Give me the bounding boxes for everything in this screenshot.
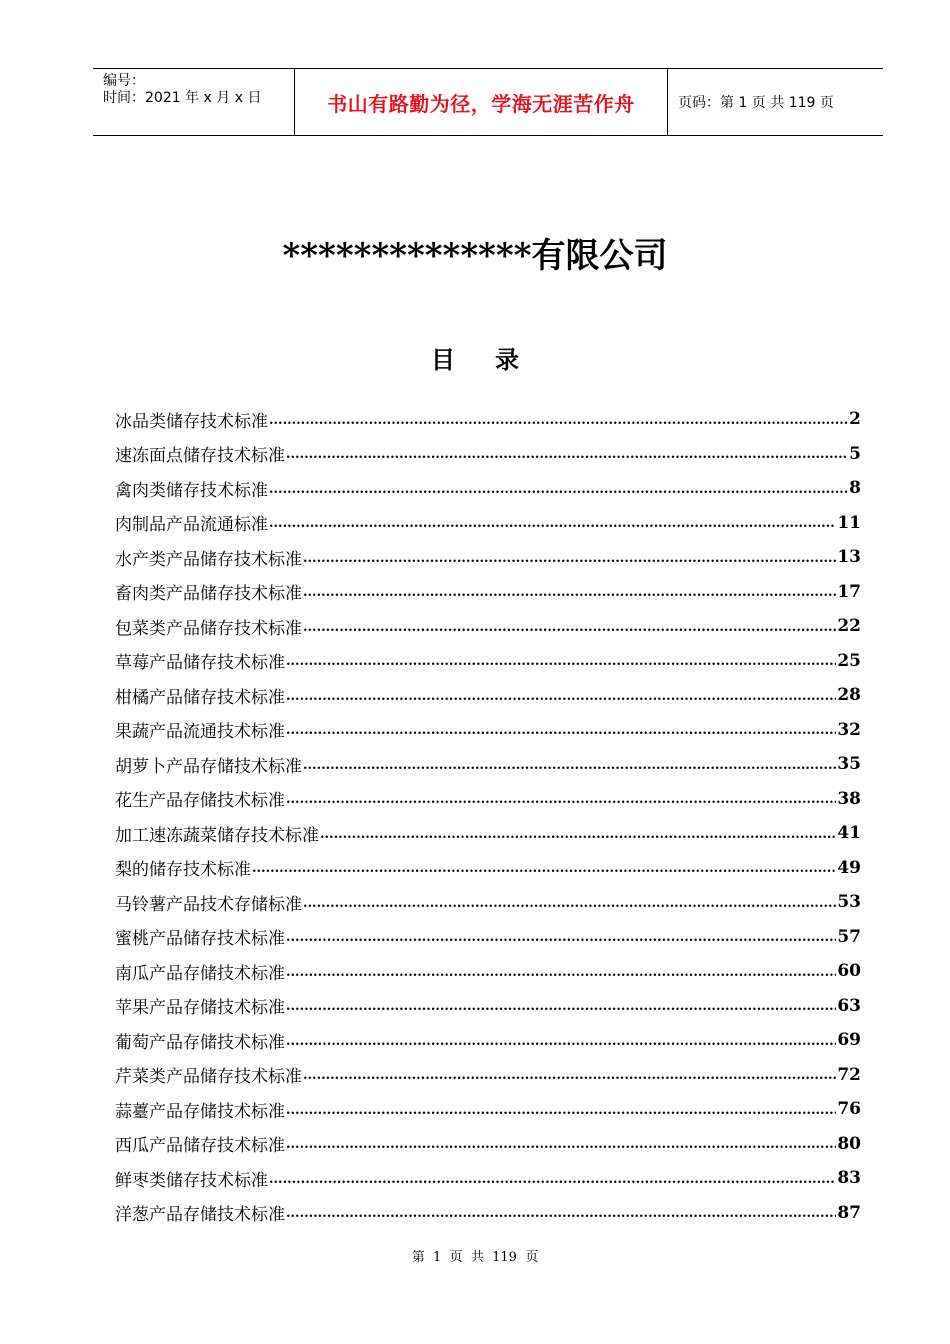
- toc-entry-page[interactable]: 22: [837, 616, 861, 637]
- toc-entry[interactable]: [115, 920, 861, 955]
- toc-entry-page[interactable]: 8: [849, 478, 861, 499]
- toc-entry-page[interactable]: 83: [837, 1168, 861, 1189]
- header-motto: 书山有路勤为径，学海无涯苦作舟: [295, 69, 668, 135]
- toc-entry-label[interactable]: 果蔬产品流通技术标准: [115, 722, 285, 743]
- toc-entry-label[interactable]: 禽肉类储存技术标准: [115, 480, 268, 501]
- toc-entry-label[interactable]: 芹菜类产品储存技术标准: [115, 1067, 302, 1088]
- toc-entry-label[interactable]: 速冻面点储存技术标准: [115, 446, 285, 467]
- toc-entry-page[interactable]: 32: [837, 719, 861, 740]
- toc-entry-page[interactable]: 38: [837, 788, 861, 809]
- toc-leader-dots: [286, 1204, 836, 1230]
- toc-entry[interactable]: [115, 851, 861, 886]
- toc-entry-label[interactable]: 南瓜产品存储技术标准: [115, 963, 285, 984]
- toc-entry[interactable]: [115, 713, 861, 748]
- toc-entry-page[interactable]: 13: [837, 547, 861, 568]
- header-meta: [93, 69, 295, 135]
- toc-entry[interactable]: [115, 782, 861, 817]
- toc-leader-dots: [303, 583, 836, 609]
- toc-entry-page[interactable]: 28: [837, 685, 861, 706]
- toc-entry-page[interactable]: 5: [849, 443, 861, 464]
- time-label: 时间：2021 年 x 月 x 日: [103, 90, 262, 106]
- toc-entry-label[interactable]: 畜肉类产品储存技术标准: [115, 584, 302, 605]
- toc-entry[interactable]: [115, 1127, 861, 1162]
- toc-entry-page[interactable]: 35: [837, 754, 861, 775]
- toc-leader-dots: [303, 618, 836, 644]
- toc-entry-page[interactable]: 53: [837, 892, 861, 913]
- doc-number-label: 编号：: [103, 73, 145, 89]
- toc-entry[interactable]: [115, 1023, 861, 1058]
- toc-entry[interactable]: [115, 506, 861, 541]
- toc-entry[interactable]: [115, 575, 861, 610]
- page-footer: 第 1 页 共 119 页: [411, 1250, 539, 1265]
- toc-entry[interactable]: [115, 678, 861, 713]
- toc-entry-page[interactable]: 25: [837, 650, 861, 671]
- toc-leader-dots: [269, 480, 848, 506]
- toc-leader-dots: [286, 790, 836, 816]
- toc-leader-dots: [286, 963, 836, 989]
- toc-leader-dots: [303, 756, 836, 782]
- toc-entry-label[interactable]: 水产类产品储存技术标准: [115, 549, 302, 570]
- toc-entry[interactable]: [115, 954, 861, 989]
- toc-entry-label[interactable]: 花生产品存储技术标准: [115, 791, 285, 812]
- toc-entry[interactable]: [115, 885, 861, 920]
- toc-leader-dots: [286, 1135, 836, 1161]
- toc-entry[interactable]: [115, 402, 861, 437]
- toc-entry[interactable]: [115, 1161, 861, 1196]
- header-page-info: 页码：第 1 页 共 119 页: [678, 95, 834, 111]
- toc-entry-page[interactable]: 11: [837, 512, 861, 533]
- toc-entry-label[interactable]: 草莓产品储存技术标准: [115, 653, 285, 674]
- toc-entry[interactable]: [115, 1058, 861, 1093]
- toc-entry-page[interactable]: 76: [837, 1099, 861, 1120]
- toc-entry-page[interactable]: 41: [837, 823, 861, 844]
- toc-leader-dots: [269, 1170, 836, 1196]
- toc-entry[interactable]: [115, 1092, 861, 1127]
- toc-entry[interactable]: [115, 437, 861, 472]
- toc-entry[interactable]: [115, 747, 861, 782]
- toc-leader-dots: [269, 514, 836, 540]
- toc-leader-dots: [303, 1066, 836, 1092]
- toc-entry-label[interactable]: 洋葱产品存储技术标准: [115, 1205, 285, 1226]
- toc-leader-dots: [320, 825, 836, 851]
- toc-entry-label[interactable]: 蜜桃产品储存技术标准: [115, 929, 285, 950]
- toc-entry-page[interactable]: 57: [837, 926, 861, 947]
- toc-title: 目录: [431, 346, 559, 374]
- toc-entry-label[interactable]: 冰品类储存技术标准: [115, 411, 268, 432]
- toc-entry-page[interactable]: 17: [837, 581, 861, 602]
- company-name: **************有限公司: [282, 236, 668, 276]
- toc-leader-dots: [286, 997, 836, 1023]
- toc-entry-label[interactable]: 蒜薹产品存储技术标准: [115, 1101, 285, 1122]
- toc-leader-dots: [303, 549, 836, 575]
- toc-entry[interactable]: [115, 609, 861, 644]
- toc-entry-label[interactable]: 葡萄产品存储技术标准: [115, 1032, 285, 1053]
- toc-entry-page[interactable]: 80: [837, 1133, 861, 1154]
- toc-entry[interactable]: [115, 540, 861, 575]
- toc-leader-dots: [269, 411, 848, 437]
- toc-leader-dots: [286, 687, 836, 713]
- toc-leader-dots: [286, 445, 848, 471]
- toc-entry-label[interactable]: 梨的储存技术标准: [115, 860, 251, 881]
- toc-entry-label[interactable]: 胡萝卜产品存储技术标准: [115, 756, 302, 777]
- toc-entry-label[interactable]: 包菜类产品储存技术标准: [115, 618, 302, 639]
- toc-entry-page[interactable]: 63: [837, 995, 861, 1016]
- toc-entry-label[interactable]: 马铃薯产品技术存储标准: [115, 894, 302, 915]
- toc-leader-dots: [252, 859, 836, 885]
- toc-leader-dots: [286, 652, 836, 678]
- toc-entry-label[interactable]: 西瓜产品储存技术标准: [115, 1136, 285, 1157]
- toc-leader-dots: [286, 1101, 836, 1127]
- toc-entry-page[interactable]: 49: [837, 857, 861, 878]
- toc-entry[interactable]: [115, 816, 861, 851]
- toc-entry-page[interactable]: 87: [837, 1202, 861, 1223]
- toc-entry-page[interactable]: 60: [837, 961, 861, 982]
- toc-entry-label[interactable]: 苹果产品存储技术标准: [115, 998, 285, 1019]
- toc-entry[interactable]: [115, 1196, 861, 1231]
- toc-leader-dots: [286, 928, 836, 954]
- toc-leader-dots: [286, 721, 836, 747]
- toc-entry-label[interactable]: 肉制品产品流通标准: [115, 515, 268, 536]
- toc-entry-page[interactable]: 2: [849, 409, 861, 430]
- page-header: [93, 68, 883, 136]
- toc-entry-label[interactable]: 加工速冻蔬菜储存技术标准: [115, 825, 319, 846]
- toc-leader-dots: [303, 894, 836, 920]
- toc-entry[interactable]: [115, 644, 861, 679]
- table-of-contents: [115, 402, 861, 1230]
- toc-entry-page[interactable]: 72: [837, 1064, 861, 1085]
- toc-entry-label[interactable]: 柑橘产品储存技术标准: [115, 687, 285, 708]
- toc-leader-dots: [286, 1032, 836, 1058]
- toc-entry[interactable]: [115, 471, 861, 506]
- toc-entry[interactable]: [115, 989, 861, 1024]
- toc-entry-label[interactable]: 鲜枣类储存技术标准: [115, 1170, 268, 1191]
- toc-entry-page[interactable]: 69: [837, 1030, 861, 1051]
